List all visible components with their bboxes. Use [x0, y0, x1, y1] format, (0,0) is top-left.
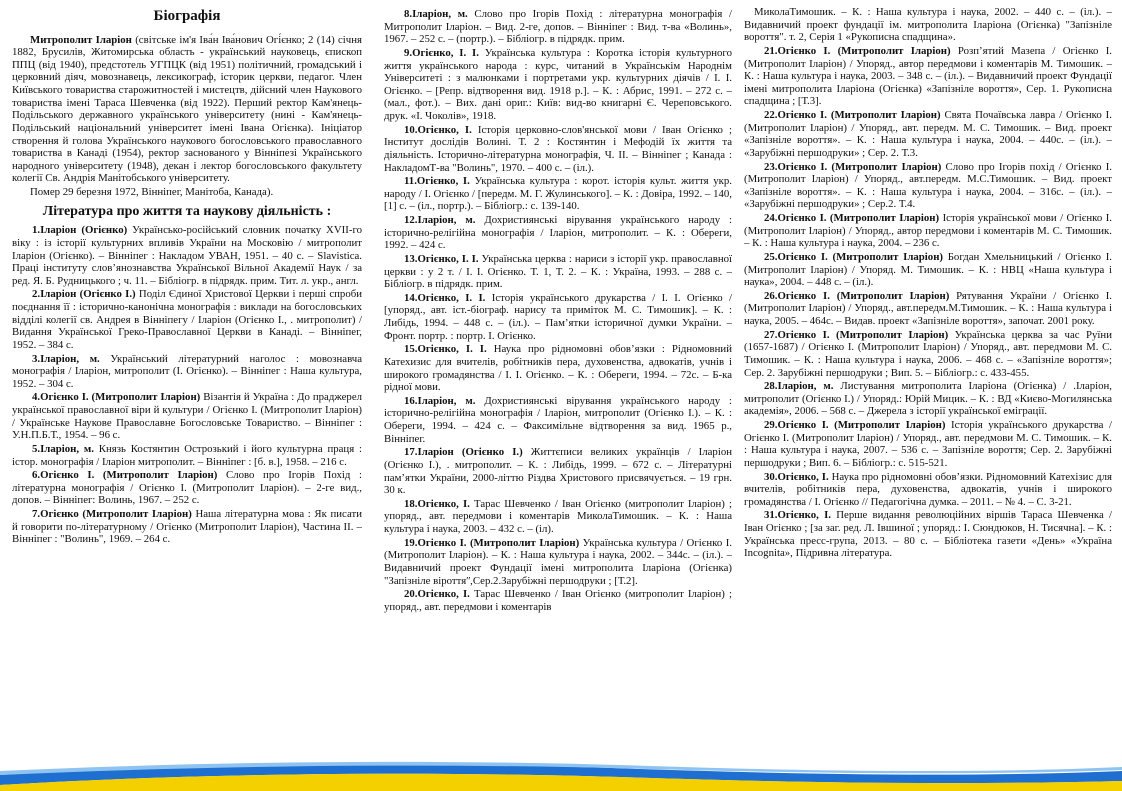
literature-entry [744, 380, 1112, 418]
entry-description: Слово про Ігорів Похід : літературна монографія / Митрополит Іларіон. – Вид. 2-ге, допов. – Вінніпег : Вид. т-ва «Волинь», 1967. – 252 с. – (портр.). – Бібліогр. в підрядк. прим. [384, 8, 732, 46]
entry-author: 8.Іларіон, м. [404, 8, 468, 20]
literature-entry [384, 395, 732, 446]
entry-author: 31.Огієнко, І. [764, 509, 831, 522]
entry-author: 9.Огієнко, І. І. [404, 46, 479, 59]
entry-description: Наука про рідномовні обов’язки. Рідномовний Катехізис для вчителів, робітників пера, духовенства, адвокатів, учнів і широкого громадянства / І. Огієнко // Педагогічна думка. – 2011. – № 4. – С. 3-21. [744, 470, 1112, 508]
literature-list-col1 [12, 224, 362, 546]
entry-author: 16.Іларіон, м. [404, 394, 476, 407]
entry-author: 13.Огієнко, І. І. [404, 252, 479, 265]
entry-author: 22.Огієнко І. (Митрополит Іларіон) [764, 109, 941, 121]
entry-author: 4.Огієнко І. (Митрополит Іларіон) [32, 391, 201, 404]
entry-description: Перше видання революційних віршів Тараса Шевченка / Іван Огієнко ; [за заг. ред. Л. Івшиної ; упоряд.: І. Сюндюков, Н. Тисячна]. – К. : Українська пресс-група, 2013. – 80 с. – Бібліотека газети «День» «Україна Incognita», Підривна література. [744, 509, 1112, 560]
entry-description: Українська культура : корот. історія культ. життя укр. народу / І. Огієнко / [передм. М. Г. Жулинського]. – К. : Довіра, 1992. – 140, [1] с. – (іл., портр.). – Бібліогр.: с. 139-140. [384, 175, 732, 213]
literature-entry [12, 391, 362, 442]
entry-description: Історія української мови / Огієнко І. (Митрополит Іларіон) / Упоряд., автор передмови і коментарів М. С. Тимошик. – К. : Наша культура і наука, 2004. – 236 с. [744, 212, 1112, 250]
literature-entry [12, 288, 362, 351]
entry-description: Візантія й Україна : До праджерел української православної віри й культури / Огієнко І. (Митрополит Іларіон) / Українське Наукове Православне Богословське Товариство. – Вінніпег : У.Н.П.Б.Т., 1954. – 96 с. [12, 391, 362, 442]
literature-entry [384, 446, 732, 497]
literature-title: Література про життя та наукову діяльність : [42, 203, 332, 219]
literature-entry [384, 47, 732, 123]
entry-author: 10.Огієнко, І. [404, 123, 472, 136]
literature-entry [384, 498, 732, 536]
entry-author: 27.Огієнко І. (Митрополит Іларіон) [764, 328, 949, 341]
literature-entry [744, 251, 1112, 289]
entry-author: 15.Огієнко, І. І. [404, 343, 487, 356]
entry-author: 28.Іларіон, м. [764, 380, 834, 393]
column-2 [384, 6, 732, 774]
literature-entry [384, 588, 732, 613]
entry-description: Розп’ятий Мазепа / Огієнко І. (Митрополит Іларіон) / Упоряд., автор передмови і коментарів М. Тимошик. – К. : Наша культура і наука, 2003. – 348 с. – (іл.). – Видавничий проект Фундації імені митрополита Іларіона (Огієнка) «Запізніле вороття», Сер. 1. Рукописна спадщина ; [Т.3]. [744, 44, 1112, 108]
literature-list-col3 [744, 45, 1112, 560]
entry-description: Тарас Шевченко / Іван Огієнко (митрополит Іларіон) ; упоряд., авт. передмови і коментарів МиколаТимошик. – К. : Наша культура і наука, 2003. – 432 с. – (іл). [384, 497, 732, 535]
literature-entry [12, 353, 362, 391]
entry-author: 3.Іларіон, м. [32, 352, 100, 365]
entry-description: Історія церковно-слов'янської мови / Іван Огієнко ; Інститут дослідів Волині. Т. 2 : Костянтин і Мефодій їх життя та діяльність. Історично-літературна монографія, Ч. II. – Вінніпег ; Канада : НакладомТ-ва "Волинь", 1970. – 400 с. – (іл.). [384, 123, 732, 174]
literature-entry [384, 292, 732, 343]
entry-author: 12.Іларіон, м. [404, 214, 476, 226]
literature-entry [744, 109, 1112, 160]
literature-entry [744, 161, 1112, 212]
entry-description: Життєписи великих українців / Іларіон (Огієнко І.), . митрополит. – К. : Либідь, 1999. – 672 с. – Літературні пам’ятки України, 2000-літтю Різдва Христового присвячується. – 19 грн. 30 к. [384, 446, 732, 497]
literature-entry [384, 175, 732, 213]
entry-author: 1.Іларіон (Огієнко) [32, 224, 128, 237]
literature-entry [744, 471, 1112, 509]
entry-author: 25.Огієнко І. (Митрополит Іларіон) [764, 250, 944, 263]
entry-author: 17.Іларіон (Огієнко І.) [404, 446, 523, 459]
literature-list-col2 [384, 8, 732, 613]
entry-20-continuation: МиколаТимошик. – К. : Наша культура і наука, 2002. – 440 с. – (іл.). – Видавничий проект фундації ім. митрополита Іларіона (Огієнка) "Запізніле вороття". т. 2, Серія 1 «Рукописна спадщина». [744, 6, 1112, 44]
literature-entry [12, 443, 362, 468]
biography-body: (світське ім'я Іва́н Іва́нович Огі́єнко; 2 (14) січня 1882, Брусилів, Житомирська область - український науковець, єпископ ППЦ (від 1940), предстотель УГПЦК (від 1951) політичний, громадський і церковний діяч, мовознавець, лексикограф, історик церкви, педагог. Член Київського товариства старожитностей і мистецтв, дійсний член Наукового товариства імені Тараса Шевченка (від 1922). Перший ректор Кам'янець-Подільського державного українського університету (нині - Кам'янець-Подільський національний університет імені Івана Огієнка). Ініціатор створення й голова Українського наукового богословського православного товариства в Канаді (1954), ректор заснованого у Вінніпезі Українського народного університету (1948), декан і лектор богословського факультету колегії Св. Андрія Манітобського університету. [12, 33, 362, 185]
entry-author: 20.Огієнко, І. [404, 588, 470, 601]
literature-entry [744, 290, 1112, 328]
literature-entry [744, 212, 1112, 250]
literature-entry [744, 45, 1112, 108]
biography-name: Митрополит Іларіон [30, 33, 132, 46]
column-3 [744, 6, 1112, 774]
entry-description: Українська культура : Коротка історія культурного життя українського народа : курс, читаний в Українськім Народнім Університеті : з малюнками і портретами укр. культурних діячів / І. І. Огієнко. – [Репр. відтворення вид. 1918 р.]. – К. : Абрис, 1991. – 272 с. – (мал., фот.). – Вих. дані ориг.: Київ: вид-во книгарні Є. Череповського. друк. «І. Чоколів», 1918. [384, 46, 732, 122]
entry-description: Наука про рідномовні обов’язки : Рідномовний Катехизис для вчителів, робітників пера, духовенства, адвокатів, учнів і широкого громадянства / І. І. Огієнко. – К. : Обереги, 1994. – 72с. – Б-ка рідної мови. [384, 343, 732, 394]
literature-entry [384, 214, 732, 252]
literature-entry [384, 537, 732, 588]
entry-author: 2.Іларіон (Огієнко І.) [32, 288, 136, 301]
entry-author: 19.Огієнко І. (Митрополит Іларіон) [404, 536, 580, 549]
entry-description: Князь Костянтин Острозький і його культурна праця : істор. монографія / Іларіон митрополит. – Вінніпег : [б. в.], 1958. – 216 с. [12, 442, 362, 468]
entry-author: 18.Огієнко, І. [404, 497, 470, 510]
entry-description: Українська церква : нариси з історії укр. православної церкви : у 2 т. / І. І. Огієнко. Т. 1, Т. 2. – К. : Україна, 1993. – 288 с. – Бібліогр. в підрядк. прим. [384, 252, 732, 291]
literature-entry [744, 329, 1112, 380]
literature-entry [12, 508, 362, 546]
entry-author: 23.Огієнко І. (Митрополит Іларіон) [764, 160, 942, 173]
entry-description: Поділ Єдиної Христової Церкви і перші спроби поєднання її : історично-канонічна монографія : виклади на богословських відділі колегії св. Андрея в Вінніпегу / Іларіон (Огієнко І., . митрополит) / Видання Української Греко-Православної Церкви в Канаді. – Вінніпег, 1952. – 384 с. [12, 288, 362, 351]
entry-description: Український літературний наголос : мовознавча монографія / Іларіон, митрополит (І. Огієнко). – Вінніпег : Наша культура, 1952. – 304 с. [12, 352, 362, 390]
entry-description: Слово про Ігорів похід / Огієнко І. (Митрополит Іларіон) / Упоряд., авт.передм. М.С.Тимошик. – Вид. проект «Запізніле вороття». – К. : Наша культура і наука, 2004. – 316с. – (іл.). – «Зарубіжні першодруки» ; Сер.2. Т.4. [744, 160, 1112, 211]
entry-description: Українська церква за час Руїни (1657-1687) / Огієнко І. (Митрополит Іларіон) / Упоряд., авт. передмови М. С. Тимошик. – К. : Наша культура і наука, 2006. – 468 с. – «Запізніле вороття»; Сер. 2. Зарубіжні першодруки ; Вип. 5. – Бібліогр.: с. 433-455. [744, 328, 1112, 379]
entry-description: Історія українського друкарства / І. І. Огієнко / [упоряд., авт. іст.-біограф. нарису та приміток М. С. Тимошик]. – К. : Либідь, 1994. – 448 с. – (іл.). – Пам’ятки історичної думки України. – Фронт. портр. : портр. І. Огієнко. [384, 291, 732, 342]
entry-description: Дохристиянські вірування українського народу : історично-релігійна монографія / Іларіон, митрополит (Огієнко І.). – К. : Обереги, 1994. – 424 с. – Факсимільне відтворення за вид. 1965 р., Вінніпег. [384, 394, 732, 445]
entry-description: Слово про Ігорів Похід : літературна монографія / Огієнко І. (Митрополит Іларіон). – 2-ге вид., допов. – Вінніпег: Волинь, 1967. – 252 с. [12, 469, 362, 507]
literature-entry [744, 509, 1112, 560]
entry-description: Богдан Хмельницький / Огієнко І. (Митрополит Іларіон) / Упоряд. М. Тимошик. – К. : НВЦ «Наша культура і наука», 2004. – 448 с. – (іл.). [744, 250, 1112, 289]
column-1 [12, 6, 362, 774]
entry-author: 6.Огієнко І. (Митрополит Іларіон) [32, 469, 218, 482]
literature-entry [12, 469, 362, 507]
entry-description: Історія українського друкарства / Огієнко І. (Митрополит Іларіон) / Упоряд., авт. передмови М. С. Тимошик. – К. : Наша культура і наука, 2007. – 536 с. – Запізніле вороття; Сер. 2. Зарубіжні першодруки ; Вип. 6. – Бібліогр.: с. 515-521. [744, 419, 1112, 469]
entry-description: Рятування України / Огієнко І. (Митрополит Іларіон) / Упоряд., авт.передм.М.Тимошик. – К. : Наша культура і наука, 2005. – 464с. – Видав. проект «Запізніле вороття», започат. 2001 року. [744, 289, 1112, 327]
biography-title: Біографія [153, 8, 221, 24]
entry-author: 29.Огієнко І. (Митрополит Іларіон) [764, 419, 946, 431]
literature-entry [384, 343, 732, 394]
ukrainian-flag-wave-decoration [0, 757, 1122, 791]
literature-entry [384, 8, 732, 46]
literature-entry [744, 419, 1112, 470]
entry-author: 26.Огієнко І. (Митрополит Іларіон) [764, 289, 950, 302]
literature-entry [384, 253, 732, 291]
biography-death: Помер 29 березня 1972, Вінніпег, Манітоба, Канада). [30, 186, 274, 199]
entry-description: Дохристиянські вірування українського народу : історично-релігійна монографія / Іларіон, митрополит. – К. : Обереги, 1992. – 424 с. [384, 214, 732, 252]
entry-author: 7.Огієнко (Митрополит Іларіон) [32, 508, 192, 521]
entry-author: 24.Огієнко І. (Митрополит Іларіон) [764, 212, 940, 224]
entry-description: Українсько-російський словник початку XVII-го віку : із історії культурних впливів України на Московію / митрополит Іларіон (Огієнко). – Вінніпег : Накладом УВАН, 1951. – 40 с. – Slavistica. Праці інституту слов’янознавства Української Вільної Академії Наук / за ред. Я. Б. Рудницького ; ч. 11. – Бібліогр. в підрядк. прим. Тит. л. укр., англ. [12, 224, 362, 287]
literature-entry [384, 124, 732, 175]
entry-description: Листування митрополита Іларіона (Огієнка) / .Іларіон, митрополит (Огієнко І.) / Упоряд.: Юрій Мицик. – К. : ВД «Києво-Могилянська академія», 2006. – 568 с. – Джерела з історії української еміграції. [744, 380, 1112, 418]
entry-description: Свята Почаївська лавра / Огієнко І. (Митрополит Іларіон) / Упоряд., авт. передм. М. С. Тимошик. – Вид. проект «Запізніле вороття». – К. : Наша культура і наука, 2004. – 440с. – (іл.). – «Зарубіжні першодруки» ; Сер. 2. Т.3. [744, 109, 1112, 159]
literature-entry [12, 224, 362, 287]
entry-description: Тарас Шевченко / Іван Огієнко (митрополит Іларіон) ; упоряд., авт. передмови і коментарів [384, 588, 732, 613]
entry-author: 30.Огієнко, І. [764, 470, 829, 483]
entry-description: Наша літературна мова : Як писати й говорити по-літературному / Огієнко (Митрополит Іларіон), Частина II. – Вінніпег : "Волинь", 1969. – 264 с. [12, 508, 362, 546]
entry-description: Українська культура / Огієнко І. (Митрополит Іларіон). – К. : Наша культура і наука, 2002. – 344с. – (іл.). – Видавничий проект Фундації імені митрополита Іларіона (Огієнка) "Запізніле віроттяʺ,Сер.2.Зарубіжні першодруки ; [Т.2]. [384, 536, 732, 587]
entry-author: 11.Огієнко, І. [404, 175, 470, 188]
entry-author: 14.Огієнко, І. І. [404, 291, 486, 304]
biography-text [12, 34, 362, 186]
entry-author: 21.Огієнко І. (Митрополит Іларіон) [764, 44, 951, 57]
entry-author: 5.Іларіон, м. [32, 442, 94, 455]
